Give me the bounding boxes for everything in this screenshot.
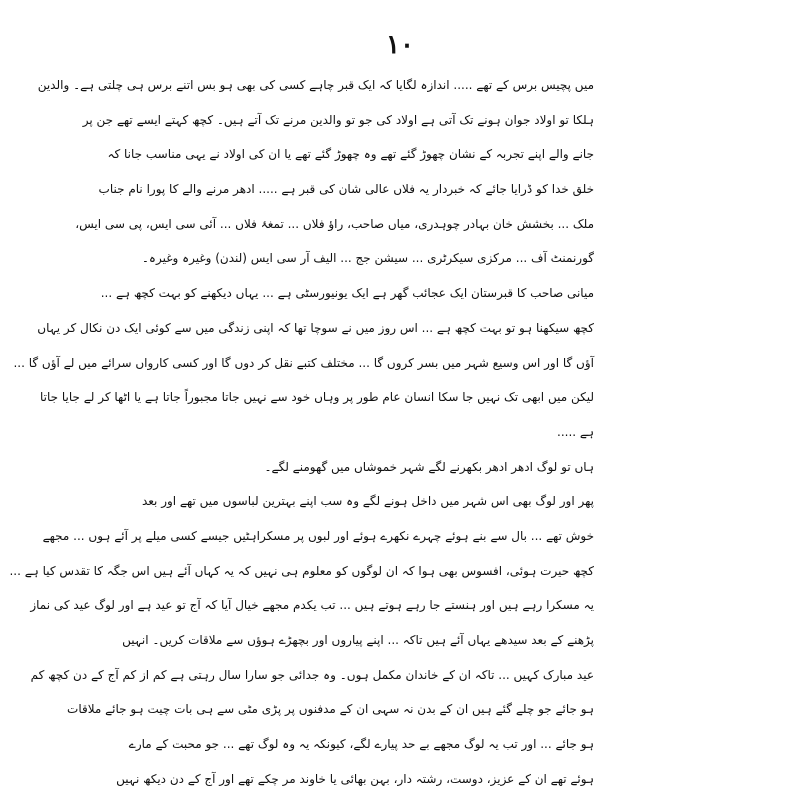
text-line: میں پچیس برس کے تھے ..... اندازہ لگایا کہ ایک قبر چاہے کسی کی بھی ہو بس اتنے برس ہی چلتی ہے۔ والدین: [37, 78, 594, 92]
text-line: ملک ... بخشش خان بہادر چوہدری، میاں صاحب، راؤ فلاں ... تمغۂ فلاں ... آئی سی ایس، پی سی ایس،: [75, 216, 594, 231]
text-line: یہ مسکرا رہے ہیں اور ہنستے جا رہے ہوتے ہیں ... تب یکدم مجھے خیال آیا کہ آج تو عید ہے اور لوگ عید کی نماز: [30, 598, 594, 613]
text-line: خلق خدا کو ڈرایا جائے کہ خبردار یہ فلاں عالی شان کی قبر ہے ..... ادھر مرنے والے کا پورا نام جناب: [98, 182, 594, 197]
text-line: گورنمنٹ آف ... مرکزی سیکرٹری ... سیشن جج ... الیف آر سی ایس (لندن) وغیرہ وغیرہ۔: [141, 251, 594, 266]
text-line: ہو جائے جو چلے گئے ہیں ان کے بدن نہ سہی ان کے مدفنوں پر پڑی مٹی سے ہی بات چیت ہو جائے ملاقات: [67, 702, 594, 717]
text-line: جانے والے اپنے تجربہ کے نشان چھوڑ گئے تھے وہ چھوڑ گئے تھے یا ان کی اولاد نے یہی مناسب جانا کہ: [107, 147, 594, 162]
text-line: ہو جائے ... اور تب یہ لوگ مجھے بے حد پیارے لگے، کیونکہ یہ وہ لوگ تھے ... جو محبت کے مارے: [128, 737, 594, 752]
body-text: [9, 68, 594, 796]
text-line: ہوئے تھے ان کے عزیز، دوست، رشتہ دار، بہن بھائی یا خاوند مر چکے تھے اور آج کے دن دیکھ نہیں: [116, 771, 594, 786]
text-line: میانی صاحب کا قبرستان ایک عجائب گھر ہے ایک یونیورسٹی ہے ... یہاں دیکھنے کو بہت کچھ ہے ...: [100, 286, 594, 301]
text-line: لیکن میں ابھی تک نہیں جا سکا انسان عام طور پر وہاں خود سے نہیں جاتا مجبوراً جاتا ہے یا اٹھا کر لے جایا جاتا: [39, 390, 594, 405]
text-line: پھر اور لوگ بھی اس شہر میں داخل ہونے لگے وہ سب اپنے بہترین لباسوں میں تھے اور بعد: [141, 494, 594, 509]
text-line: پڑھنے کے بعد سیدھے یہاں آئے ہیں تاکہ ... اپنے پیاروں اور بچھڑے ہوؤں سے ملاقات کریں۔ انہیں: [122, 633, 594, 647]
text-line: کچھ حیرت ہوئی، افسوس بھی ہوا کہ ان لوگوں کو معلوم ہی نہیں کہ یہ کہاں آئے ہیں اس جگہ کا تقدس کیا ہے ...: [9, 563, 594, 578]
text-line: ہاں تو لوگ ادھر ادھر بکھرنے لگے شہر خموشاں میں گھومنے لگے۔: [264, 459, 594, 474]
text-line: ہے .....: [557, 424, 594, 439]
text-line: آؤں گا اور اس وسیع شہر میں بسر کروں گا ... مختلف کتبے نقل کر دوں گا اور کسی کارواں سرائے میں لے آؤں گا ...: [13, 355, 594, 370]
text-line: خوش تھے ... بال سے بنے ہوئے چہرے نکھرے ہوئے اور لبوں پر مسکراہٹیں جیسے کسی میلے پر آئے ہوں ... مجھے: [42, 528, 594, 543]
text-line: عید مبارک کہیں ... تاکہ ان کے خاندان مکمل ہوں۔ وہ جدائی جو سارا سال رہتی ہے کم از کم آج کے دن کچھ کم: [30, 667, 594, 682]
text-line: کچھ سیکھنا ہو تو بہت کچھ ہے ... اس روز میں نے سوچا تھا کہ اپنی زندگی میں سے کوئی ایک دن نکال کر یہاں: [37, 320, 594, 335]
page-number: ۱۰: [386, 30, 414, 60]
text-line: ہلکا تو اولاد جوان ہونے تک آتی ہے اولاد کی جو تو والدین مرنے تک آتے ہیں۔ کچھ کہتے ایسے تھے جن پر: [82, 112, 594, 127]
